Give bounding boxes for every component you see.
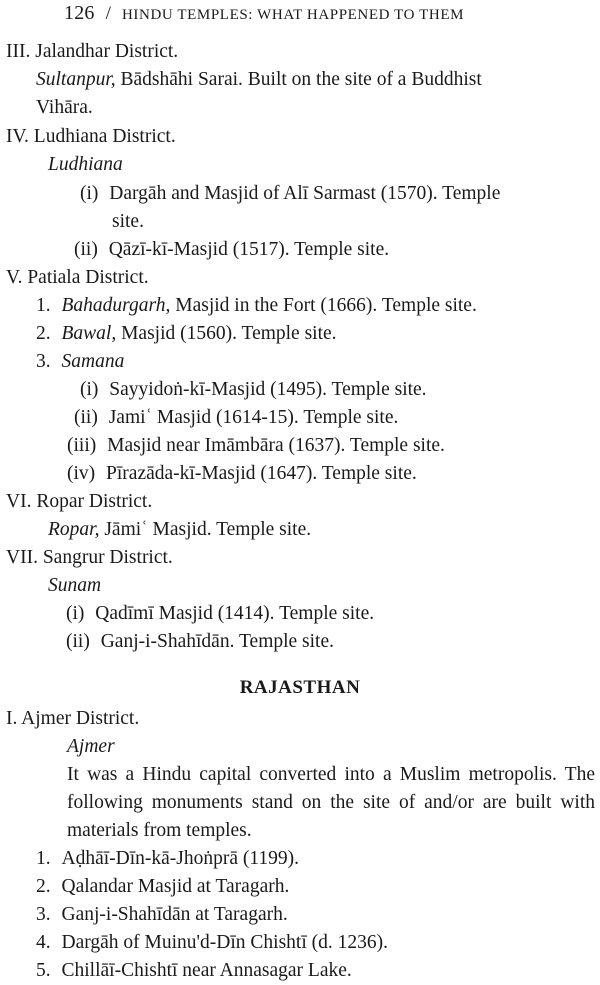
jalandhar-entry-cont: Vihāra. [36,97,93,118]
district-heading-ludhiana: IV. Ludhiana District. [6,126,176,147]
item-number: 2. [36,876,51,897]
list-item [80,180,500,208]
place-name: Sultanpur, [36,69,116,90]
district-heading-patiala: V. Patiala District. [6,267,149,288]
list-item [36,845,299,873]
item-text: Dargāh of Muinu'd-Dīn Chishtī (d. 1236). [61,932,389,953]
item-text: Pīrazāda-kī-Masjid (1647). Temple site. [106,463,417,484]
entry-text: Bādshāhi Sarai. Built on the site of a Buddhist [115,69,482,90]
item-number: 5. [36,960,51,981]
item-number: 4. [36,932,51,953]
list-item [36,348,124,376]
item-text: Masjid in the Fort (1666). Temple site. [170,295,477,316]
item-text: Dargāh and Masjid of Alī Sarmast (1570). Temple [109,183,501,204]
item-text: Ganj-i-Shahīdān at Taragarh. [61,904,288,925]
list-item [67,432,445,460]
item-text: Masjid (1560). Temple site. [116,323,337,344]
town-name-ludhiana: Ludhiana [48,154,123,175]
item-number: 3. [36,904,51,925]
item-text: Qāzī-kī-Masjid (1517). Temple site. [108,239,390,260]
list-item [36,292,477,320]
place-name: Samana [61,351,125,372]
item-text: Masjid near Imāmbāra (1637). Temple site. [107,435,445,456]
ajmer-paragraph: It was a Hindu capital converted into a Muslim metropolis. The following monuments stand on the site of and/or are built with materials from temples. [67,764,595,841]
item-number: (ii) [66,631,90,652]
list-item [80,376,427,404]
list-item [67,460,417,488]
list-item-cont: site. [112,211,144,232]
list-item [74,236,389,264]
item-number: 1. [36,295,51,316]
list-item [36,873,289,901]
running-head [64,2,464,25]
list-item [36,320,337,348]
header-separator: / [105,3,112,24]
item-text: Chillāī-Chishtī near Annasagar Lake. [61,960,352,981]
item-text: Jamiʿ Masjid (1614-15). Temple site. [108,407,399,428]
item-number: 2. [36,323,51,344]
district-heading-jalandhar: III. Jalandhar District. [6,41,179,62]
book-title: HINDU TEMPLES: WHAT HAPPENED TO THEM [122,7,465,23]
place-name: Ropar, [48,519,100,540]
item-number: (iv) [67,463,96,484]
item-text: Ganj-i-Shahīdān. Temple site. [100,631,335,652]
list-item [36,957,352,985]
page-number: 126 [64,2,95,24]
list-item [36,929,388,957]
place-name: Bahadurgarh, [61,295,171,316]
district-heading-sangrur: VII. Sangrur District. [6,547,173,568]
item-number: 1. [36,848,51,869]
item-number: (iii) [67,435,97,456]
item-text: Aḍhāī-Dīn-kā-Jhoṅprā (1199). [61,848,300,869]
place-name: Bawal, [61,323,117,344]
item-text: Sayyidoṅ-kī-Masjid (1495). Temple site. [109,379,427,400]
item-number: (i) [80,183,99,204]
item-text: Qalandar Masjid at Taragarh. [61,876,290,897]
district-heading-ropar: VI. Ropar District. [6,491,153,512]
item-number: (i) [80,379,99,400]
item-number: (i) [66,603,85,624]
section-heading-rajasthan: RAJASTHAN [239,677,361,698]
item-number: 3. [36,351,51,372]
list-item [74,404,398,432]
list-item [36,901,288,929]
jalandhar-entry [36,66,482,94]
list-item [66,628,334,656]
item-number: (ii) [74,407,98,428]
item-text: Qadīmī Masjid (1414). Temple site. [95,603,375,624]
list-item [66,600,374,628]
ropar-entry [48,516,311,544]
entry-text: Jāmiʿ Masjid. Temple site. [99,519,312,540]
item-number: (ii) [74,239,98,260]
town-name-ajmer: Ajmer [67,736,115,757]
town-name-sunam: Sunam [48,575,102,596]
district-heading-ajmer: I. Ajmer District. [6,708,140,729]
